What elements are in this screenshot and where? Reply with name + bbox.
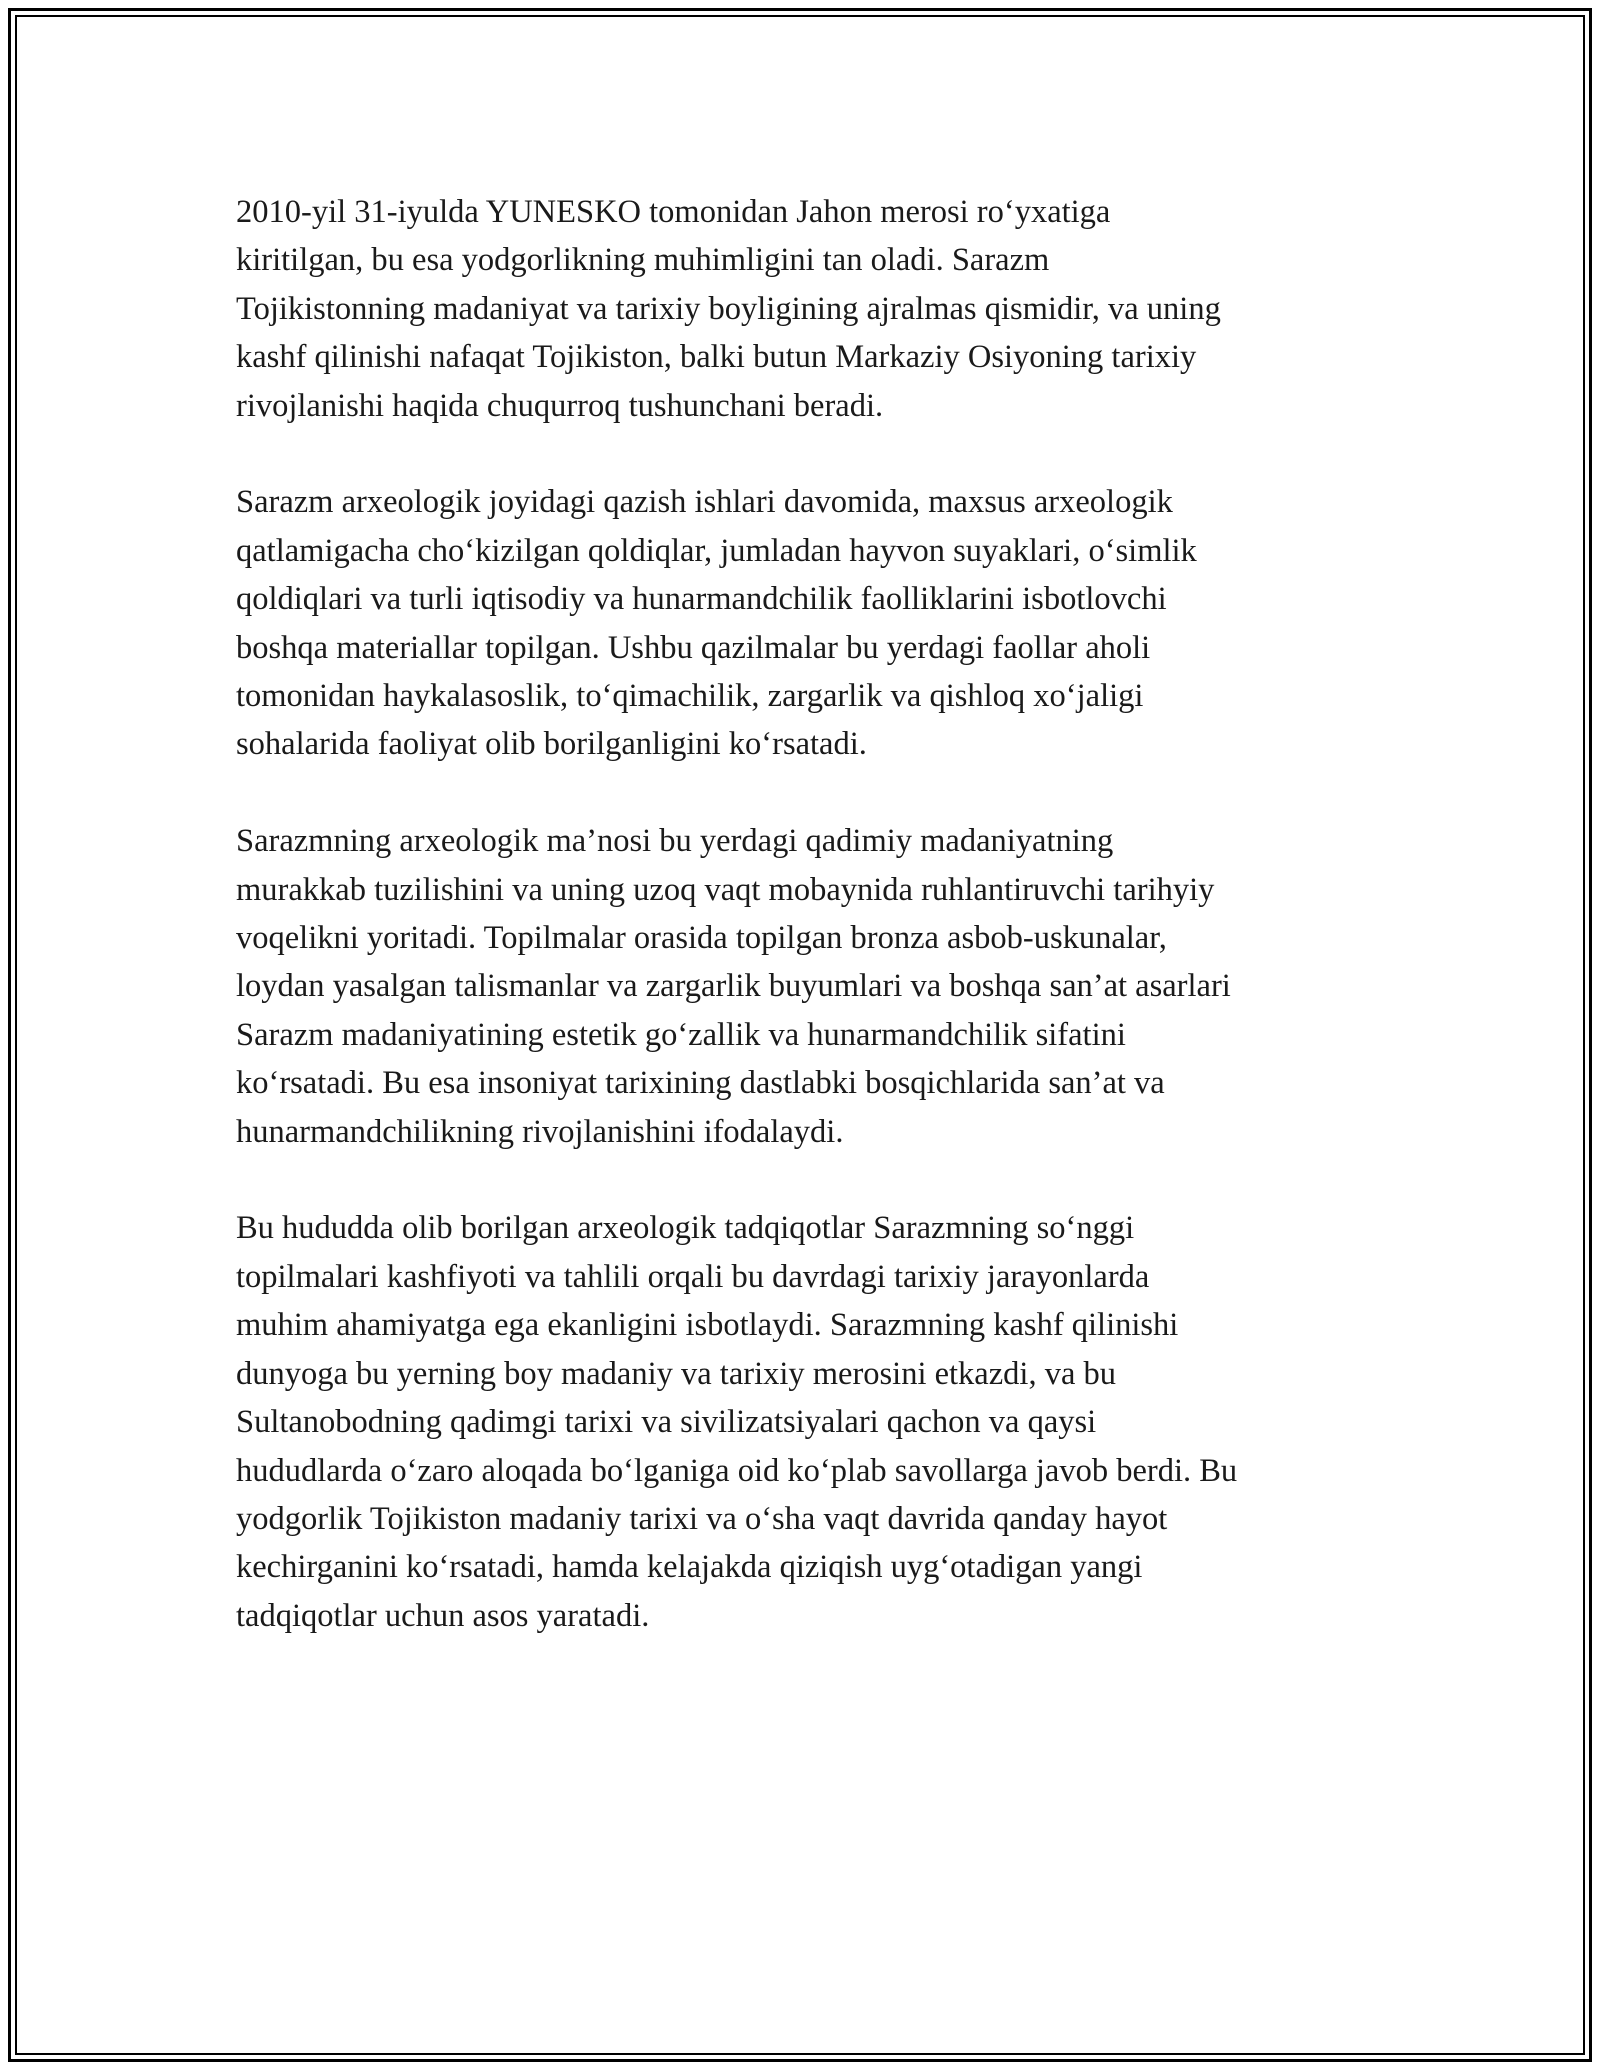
text-line: ko‘rsatadi. Bu esa insoniyat tarixining dastlabki bosqichlarida san’at va — [236, 1065, 1165, 1102]
text-line: topilmalari kashfiyoti va tahlili orqali bu davrdagi tarixiy jarayonlarda — [236, 1258, 1150, 1295]
paragraph-1 — [236, 188, 1376, 430]
text-line: Sarazm madaniyatining estetik go‘zallik va hunarmandchilik sifatini — [236, 1016, 1126, 1053]
text-line: yodgorlik Tojikiston madaniy tarixi va o‘sha vaqt davrida qanday hayot — [236, 1500, 1168, 1537]
paragraph-2 — [236, 478, 1376, 768]
text-line: muhim ahamiyatga ega ekanligini isbotlaydi. Sarazmning kashf qilinishi — [236, 1307, 1179, 1344]
text-line: hududlarda o‘zaro aloqada bo‘lganiga oid ko‘plab savollarga javob berdi. Bu — [236, 1452, 1238, 1489]
text-line: dunyoga bu yerning boy madaniy va tarixiy merosini etkazdi, va bu — [236, 1355, 1116, 1392]
text-line: boshqa materiallar topilgan. Ushbu qazilmalar bu yerdagi faollar aholi — [236, 629, 1151, 666]
text-line: Sarazm arxeologik joyidagi qazish ishlari davomida, maxsus arxeologik — [236, 484, 1173, 521]
text-line: 2010-yil 31-iyulda YUNESKO tomonidan Jahon merosi ro‘yxatiga — [236, 194, 1111, 230]
document-body — [236, 188, 1376, 1689]
text-line: murakkab tuzilishini va uning uzoq vaqt mobaynida ruhlantiruvchi tarihyiy — [236, 871, 1215, 908]
text-line: rivojlanishi haqida chuqurroq tushunchani beradi. — [236, 387, 884, 424]
text-line: sohalarida faoliyat olib borilganligini ko‘rsatadi. — [236, 726, 867, 763]
text-line: tomonidan haykalasoslik, to‘qimachilik, zargarlik va qishloq xo‘jaligi — [236, 678, 1144, 715]
text-line: loydan yasalgan talismanlar va zargarlik buyumlari va boshqa san’at asarlari — [236, 968, 1231, 1005]
text-line: qoldiqlari va turli iqtisodiy va hunarmandchilik faolliklarini isbotlovchi — [236, 581, 1167, 618]
text-line: qatlamigacha cho‘kizilgan qoldiqlar, jumladan hayvon suyaklari, o‘simlik — [236, 532, 1197, 569]
text-line: voqelikni yoritadi. Topilmalar orasida topilgan bronza asbob-uskunalar, — [236, 920, 1167, 957]
text-line: Sarazmning arxeologik ma’nosi bu yerdagi qadimiy madaniyatning — [236, 823, 1114, 860]
paragraph-4 — [236, 1204, 1376, 1640]
text-line: kiritilgan, bu esa yodgorlikning muhimligini tan oladi. Sarazm — [236, 242, 1050, 279]
text-line: Bu hududda olib borilgan arxeologik tadqiqotlar Sarazmning so‘nggi — [236, 1210, 1135, 1247]
text-line: kechirganini ko‘rsatadi, hamda kelajakda qiziqish uyg‘otadigan yangi — [236, 1549, 1143, 1586]
text-line: tadqiqotlar uchun asos yaratadi. — [236, 1597, 650, 1634]
paragraph-3 — [236, 817, 1376, 1156]
text-line: hunarmandchilikning rivojlanishini ifodalaydi. — [236, 1113, 844, 1150]
text-line: Tojikistonning madaniyat va tarixiy boyligining ajralmas qismidir, va uning — [236, 290, 1221, 327]
text-line: kashf qilinishi nafaqat Tojikiston, balki butun Markaziy Osiyoning tarixiy — [236, 339, 1197, 376]
text-line: Sultanobodning qadimgi tarixi va sivilizatsiyalari qachon va qaysi — [236, 1404, 1097, 1441]
